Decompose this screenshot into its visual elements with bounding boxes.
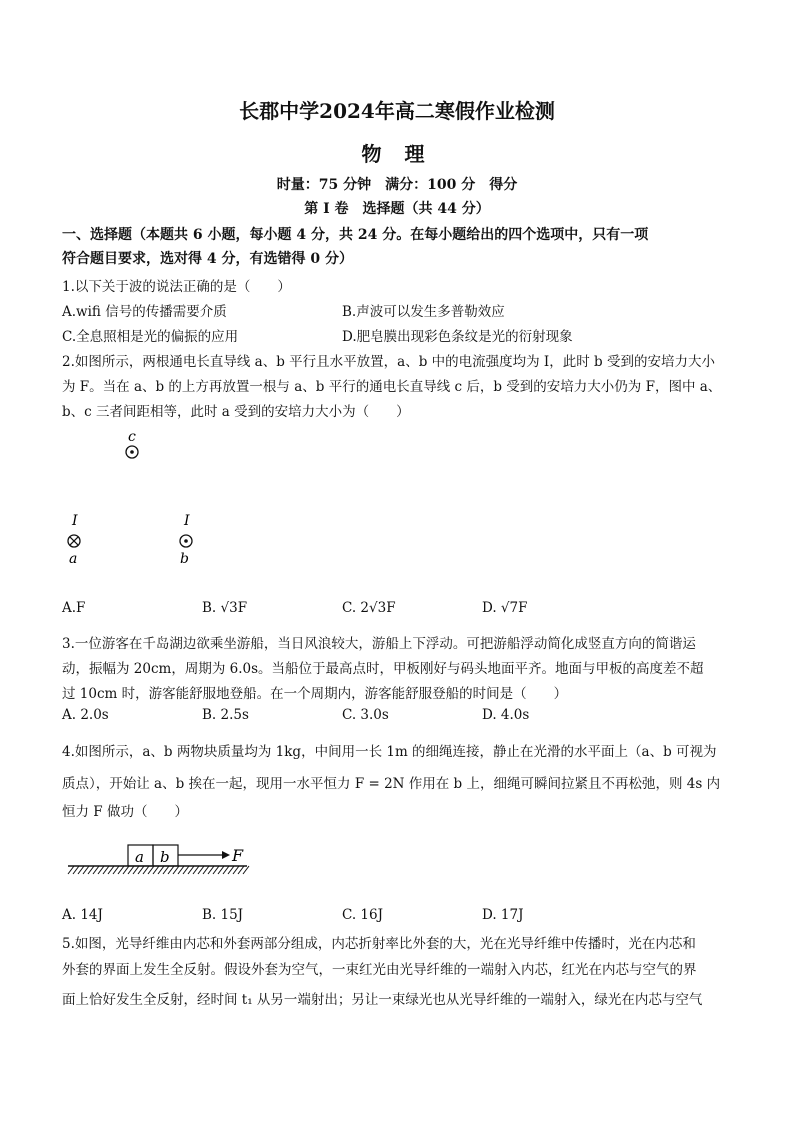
subject-title: 物 理 bbox=[361, 142, 433, 166]
q3-stem-line3: 过 10cm 时，游客能舒服地登船。在一个周期内，游客能舒服登船的时间是（ ） bbox=[62, 686, 568, 702]
section-heading-line1: 一、选择题（本题共 6 小题，每小题 4 分，共 24 分。在每小题给出的四个选项中，只有一项 bbox=[62, 227, 649, 243]
exam-info: 时量：75 分钟 满分：100 分 得分 bbox=[276, 177, 518, 193]
label-b: b bbox=[180, 551, 189, 567]
q1-option-c: C.全息照相是光的偏振的应用 bbox=[62, 329, 239, 345]
q2-wire-figure bbox=[55, 425, 235, 575]
q3-option-b: B. 2.5s bbox=[202, 707, 249, 723]
q5-stem-line1: 5.如图，光导纤维由内芯和外套两部分组成，内芯折射率比外套的大，光在光导纤维中传播时，光在内芯和 bbox=[62, 936, 696, 952]
q4-option-b: B. 15J bbox=[202, 907, 244, 923]
q4-stem-line2: 质点），开始让 a、b 挨在一起，现用一水平恒力 F = 2N 作用在 b 上，细绳可瞬间拉紧且不再松弛，则 4s 内 bbox=[62, 776, 721, 792]
q4-option-d: D. 17J bbox=[482, 907, 524, 923]
q1-stem: 1.以下关于波的说法正确的是（ ） bbox=[62, 279, 291, 295]
ground-hatching bbox=[68, 866, 249, 874]
q4-option-c: C. 16J bbox=[342, 907, 384, 923]
block-b-label: b bbox=[160, 848, 170, 866]
q5-stem-line2: 外套的界面上发生全反射。假设外套为空气，一束红光由光导纤维的一端射入内芯，红光在内芯与空气的界 bbox=[62, 962, 697, 978]
q5-stem-line3: 面上恰好发生全反射，经时间 t₁ 从另一端射出；另让一束绿光也从光导纤维的一端射入，绿光在内芯与空气 bbox=[62, 992, 703, 1008]
q2-option-a: A.F bbox=[62, 600, 86, 616]
label-I-b: I bbox=[184, 513, 190, 529]
q3-stem-line1: 3.一位游客在千岛湖边欲乘坐游船，当日风浪较大，游船上下浮动。可把游船浮动简化成竖直方向的简谐运 bbox=[62, 636, 696, 652]
force-arrow-head-icon bbox=[222, 851, 230, 859]
label-I-a: I bbox=[72, 513, 78, 529]
q4-option-a: A. 14J bbox=[62, 907, 103, 923]
wire-b-out-icon bbox=[180, 535, 192, 547]
volume-title: 第 I 卷 选择题（共 44 分） bbox=[304, 201, 490, 217]
q2-option-d: D. √7F bbox=[482, 600, 528, 616]
q4-blocks-figure bbox=[62, 838, 262, 883]
q2-stem-line2: 为 F。当在 a、b 的上方再放置一根与 a、b 平行的通电长直导线 c 后，b 受到的安培力大小仍为 F，图中 a、 bbox=[62, 379, 722, 395]
q1-option-d: D.肥皂膜出现彩色条纹是光的衍射现象 bbox=[342, 329, 573, 345]
q1-option-a: A.wifi 信号的传播需要介质 bbox=[62, 304, 227, 320]
q2-option-c: C. 2√3F bbox=[342, 600, 396, 616]
section-heading-line2: 符合题目要求，选对得 4 分，有选错得 0 分） bbox=[62, 251, 353, 267]
q1-option-b: B.声波可以发生多普勒效应 bbox=[342, 304, 505, 320]
q2-option-b: B. √3F bbox=[202, 600, 248, 616]
wire-a-in-icon bbox=[68, 535, 80, 547]
force-label: F bbox=[232, 846, 244, 865]
exam-title: 长郡中学2024年高二寒假作业检测 bbox=[239, 99, 555, 123]
block-a-label: a bbox=[135, 848, 144, 866]
q2-stem-line1: 2.如图所示，两根通电长直导线 a、b 平行且水平放置，a、b 中的电流强度均为 I，此时 b 受到的安培力大小 bbox=[62, 354, 715, 370]
q3-option-a: A. 2.0s bbox=[62, 707, 109, 723]
q2-stem-line3: b、c 三者间距相等，此时 a 受到的安培力大小为（ ） bbox=[62, 404, 410, 420]
label-a: a bbox=[69, 551, 78, 567]
q4-stem-line3: 恒力 F 做功（ ） bbox=[62, 804, 188, 820]
q3-stem-line2: 动，振幅为 20cm，周期为 6.0s。当船位于最高点时，甲板刚好与码头地面平齐。地面与甲板的高度差不超 bbox=[62, 661, 704, 677]
q3-option-d: D. 4.0s bbox=[482, 707, 530, 723]
wire-c-out-icon bbox=[126, 446, 138, 458]
label-c: c bbox=[128, 429, 136, 445]
q3-option-c: C. 3.0s bbox=[342, 707, 389, 723]
q4-stem-line1: 4.如图所示，a、b 两物块质量均为 1kg，中间用一长 1m 的细绳连接，静止在光滑的水平面上（a、b 可视为 bbox=[62, 744, 717, 760]
